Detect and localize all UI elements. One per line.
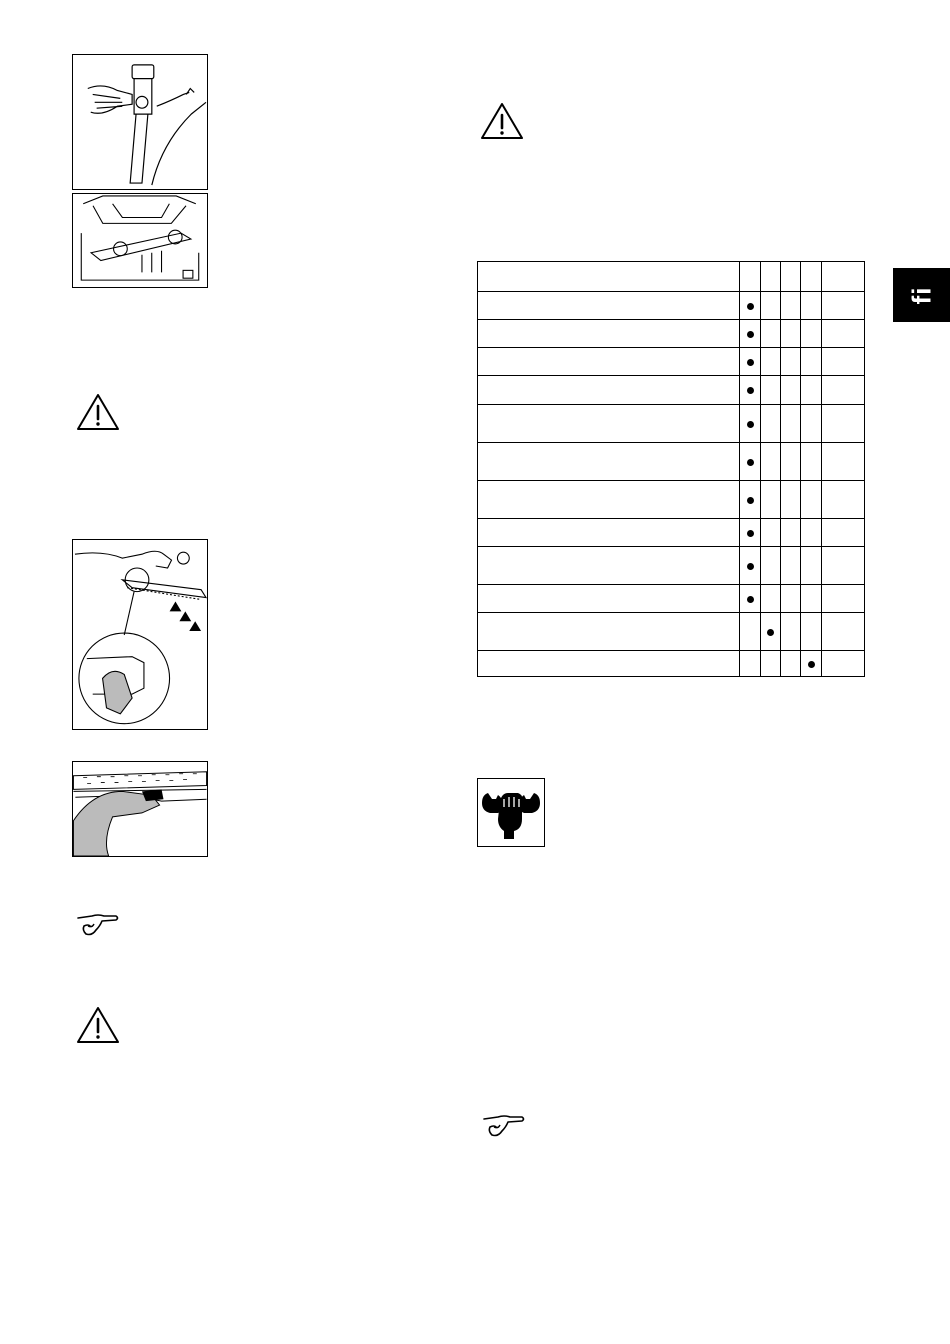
table-row-label — [478, 613, 740, 651]
schedule-mark-dot — [747, 459, 754, 466]
schedule-mark-dot — [747, 530, 754, 537]
table-row-label — [478, 547, 740, 585]
table-cell — [801, 348, 822, 376]
table-cell — [761, 613, 781, 651]
table-row — [478, 292, 865, 320]
table-cell — [801, 519, 822, 547]
table-cell — [801, 547, 822, 585]
table-cell — [761, 481, 781, 519]
schedule-mark-dot — [747, 331, 754, 338]
table-row — [478, 585, 865, 613]
table-cell — [740, 405, 761, 443]
side-squeegee-illustration — [73, 762, 207, 856]
table-row — [478, 613, 865, 651]
table-cell — [822, 519, 865, 547]
schedule-mark-dot — [747, 303, 754, 310]
table-cell — [801, 585, 822, 613]
table-cell — [781, 320, 801, 348]
table-cell — [740, 481, 761, 519]
table-header-cell — [478, 262, 740, 292]
table-cell — [822, 348, 865, 376]
table-row-label — [478, 292, 740, 320]
warning-triangle-icon — [479, 101, 525, 141]
table-cell — [781, 292, 801, 320]
language-tab — [893, 268, 950, 322]
table-cell — [761, 443, 781, 481]
table-cell — [740, 547, 761, 585]
table-cell — [822, 651, 865, 677]
table-cell — [740, 443, 761, 481]
warning-triangle-icon — [75, 1005, 121, 1045]
table-cell — [740, 292, 761, 320]
table-cell — [781, 651, 801, 677]
figure-hose-handle — [72, 54, 208, 190]
schedule-mark-dot — [767, 629, 774, 636]
table-row — [478, 519, 865, 547]
table-cell — [740, 585, 761, 613]
table-cell — [801, 292, 822, 320]
table-cell — [822, 443, 865, 481]
table-cell — [740, 613, 761, 651]
table-cell — [740, 348, 761, 376]
table-row-label — [478, 348, 740, 376]
figure-squeegee-filter — [72, 193, 208, 288]
schedule-mark-dot — [747, 387, 754, 394]
vacuum-hose-handle-illustration — [73, 55, 207, 189]
table-header-cell — [761, 262, 781, 292]
table-cell — [761, 292, 781, 320]
maintenance-table — [477, 261, 865, 677]
table-row-label — [478, 481, 740, 519]
table-cell — [801, 376, 822, 405]
table-cell — [781, 348, 801, 376]
table-cell — [822, 481, 865, 519]
figure-brush-removal — [72, 539, 208, 730]
table-cell — [822, 585, 865, 613]
table-header-cell — [740, 262, 761, 292]
table-cell — [781, 585, 801, 613]
table-cell — [822, 320, 865, 348]
table-cell — [761, 547, 781, 585]
table-row-label — [478, 651, 740, 677]
schedule-mark-dot — [808, 661, 815, 668]
table-row-label — [478, 376, 740, 405]
table-cell — [761, 376, 781, 405]
table-row — [478, 651, 865, 677]
table-cell — [761, 348, 781, 376]
figure-side-squeegee — [72, 761, 208, 857]
table-header-cell — [801, 262, 822, 292]
table-cell — [822, 292, 865, 320]
schedule-mark-dot — [747, 359, 754, 366]
table-cell — [781, 481, 801, 519]
table-row — [478, 376, 865, 405]
schedule-mark-dot — [747, 596, 754, 603]
table-cell — [801, 613, 822, 651]
schedule-mark-dot — [747, 497, 754, 504]
table-cell — [781, 519, 801, 547]
table-cell — [822, 405, 865, 443]
table-row-label — [478, 585, 740, 613]
table-cell — [822, 613, 865, 651]
table-row — [478, 547, 865, 585]
table-cell — [740, 651, 761, 677]
table-cell — [781, 405, 801, 443]
brush-removal-illustration — [73, 540, 207, 729]
pointing-hand-icon — [482, 1113, 526, 1141]
table-cell — [761, 585, 781, 613]
table-row — [478, 405, 865, 443]
table-cell — [822, 376, 865, 405]
table-cell — [781, 613, 801, 651]
table-cell — [801, 651, 822, 677]
table-row-label — [478, 519, 740, 547]
table-cell — [761, 405, 781, 443]
table-cell — [781, 547, 801, 585]
pointing-hand-icon — [76, 912, 120, 940]
table-cell — [740, 320, 761, 348]
warning-triangle-icon — [75, 392, 121, 432]
table-cell — [740, 376, 761, 405]
table-header-row — [478, 262, 865, 292]
table-cell — [781, 376, 801, 405]
schedule-mark-dot — [747, 563, 754, 570]
table-cell — [822, 547, 865, 585]
table-row-label — [478, 405, 740, 443]
table-cell — [781, 443, 801, 481]
table-row-label — [478, 443, 740, 481]
table-cell — [801, 405, 822, 443]
table-cell — [801, 320, 822, 348]
table-row — [478, 348, 865, 376]
table-cell — [740, 519, 761, 547]
table-header-cell — [781, 262, 801, 292]
table-cell — [761, 320, 781, 348]
table-cell — [801, 443, 822, 481]
table-row — [478, 320, 865, 348]
table-cell — [761, 519, 781, 547]
table-cell — [801, 481, 822, 519]
language-tab-label: fi — [905, 286, 936, 304]
table-row — [478, 481, 865, 519]
table-header-cell — [822, 262, 865, 292]
squeegee-filter-illustration — [73, 194, 207, 287]
table-row-label — [478, 320, 740, 348]
table-cell — [761, 651, 781, 677]
schedule-mark-dot — [747, 421, 754, 428]
wrench-hand-icon — [477, 778, 545, 847]
table-row — [478, 443, 865, 481]
